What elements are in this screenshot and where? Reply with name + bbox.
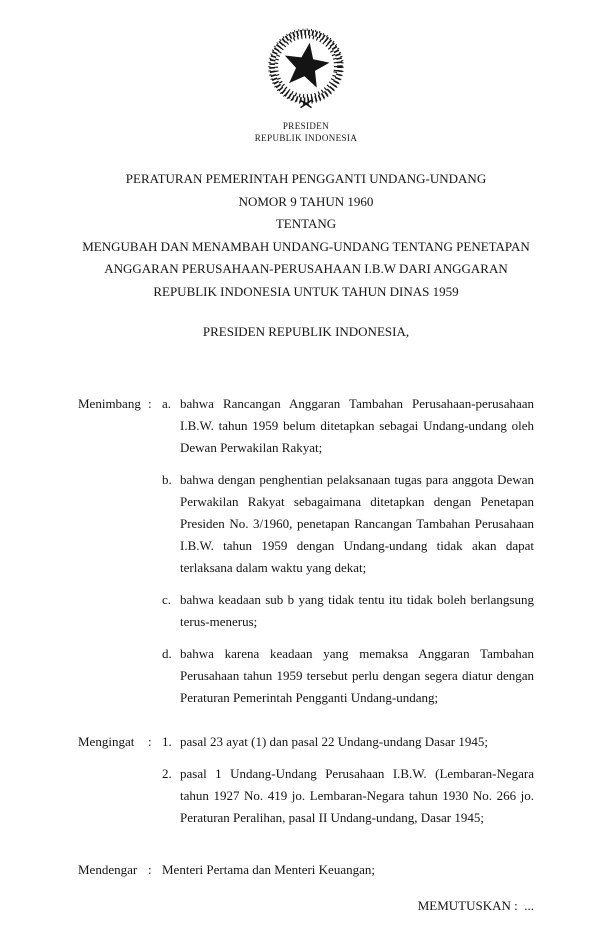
- star-icon: [281, 39, 333, 89]
- section-label: Mengingat: [78, 734, 135, 749]
- item-marker: 1.: [162, 734, 172, 749]
- item-marker: c.: [162, 592, 172, 607]
- salutation: PRESIDEN REPUBLIK INDONESIA,: [202, 324, 410, 339]
- item-text: bahwa dengan penghentian pelaksanaan tugas para anggota Dewan Perwakilan Rakyat sebagaimana ditetapkan dengan Penetapan Presiden No. 3/1960, penetapan Rancangan Tambahan Perusahaan I.B.W. tahun 1959 dengan Undang-undang tidak akan dapat terlaksana dalam waktu yang dekat;: [180, 472, 534, 575]
- section-mengingat: [78, 731, 534, 839]
- wreath-stems: [301, 100, 312, 107]
- item-marker: b.: [162, 472, 172, 487]
- item-text: bahwa keadaan sub b yang tidak tentu itu tidak boleh berlangsung terus-menerus;: [180, 592, 534, 629]
- section-colon: :: [148, 862, 152, 877]
- seal-block: [78, 26, 534, 144]
- agency-line-presiden: PRESIDEN: [282, 121, 330, 131]
- memutuskan-line: MEMUTUSKAN : ...: [417, 898, 534, 913]
- title-line-2: NOMOR 9 TAHUN 1960: [238, 193, 374, 209]
- list-item: [162, 589, 534, 633]
- agency-heading: [78, 121, 534, 144]
- section-colon: :: [148, 734, 152, 749]
- title-line-6: REPUBLIK INDONESIA UNTUK TAHUN DINAS 1959: [153, 283, 459, 299]
- presidential-seal-icon: [260, 26, 352, 114]
- document-title: [78, 168, 534, 303]
- item-marker: a.: [162, 396, 172, 411]
- section-mendengar: [78, 859, 534, 891]
- list-item: [162, 763, 534, 829]
- section-label: Mendengar: [78, 862, 138, 877]
- title-line-4: MENGUBAH DAN MENAMBAH UNDANG-UNDANG TENTANG PENETAPAN: [82, 238, 530, 254]
- item-text: bahwa karena keadaan yang memaksa Anggaran Tambahan Perusahaan tahun 1959 tersebut perlu dengan segera diatur dengan Peraturan Pemerintah Pengganti Undang-undang;: [180, 646, 534, 705]
- item-text: pasal 23 ayat (1) dan pasal 22 Undang-undang Dasar 1945;: [180, 734, 488, 749]
- title-line-3: TENTANG: [275, 216, 337, 231]
- title-line-5: ANGGARAN PERUSAHAAN-PERUSAHAAN I.B.W DARI ANGGARAN: [104, 261, 508, 276]
- item-marker: 2.: [162, 766, 172, 781]
- list-item: [162, 859, 534, 881]
- section-menimbang: [78, 393, 534, 719]
- section-label: Menimbang: [78, 396, 141, 411]
- item-text: bahwa Rancangan Anggaran Tambahan Perusahaan-perusahaan I.B.W. tahun 1959 belum ditetapkan sebagai Undang-undang oleh Dewan Perwakilan Rakyat;: [180, 396, 534, 455]
- list-item: [162, 393, 534, 459]
- item-marker: d.: [162, 646, 172, 661]
- item-text: Menteri Pertama dan Menteri Keuangan;: [162, 862, 375, 877]
- list-item: [162, 731, 534, 753]
- list-item: [162, 469, 534, 579]
- item-text: pasal 1 Undang-Undang Perusahaan I.B.W. (Lembaran-Negara tahun 1927 No. 419 jo. Lembaran-Negara tahun 1930 No. 266 jo. Peraturan Peralihan, pasal II Undang-undang, Dasar 1945;: [180, 766, 534, 825]
- preamble-sections: [78, 393, 534, 891]
- agency-line-republik-indonesia: REPUBLIK INDONESIA: [254, 132, 358, 143]
- title-line-1: PERATURAN PEMERINTAH PENGGANTI UNDANG-UNDANG: [125, 171, 487, 186]
- list-item: [162, 643, 534, 709]
- section-colon: :: [148, 396, 152, 411]
